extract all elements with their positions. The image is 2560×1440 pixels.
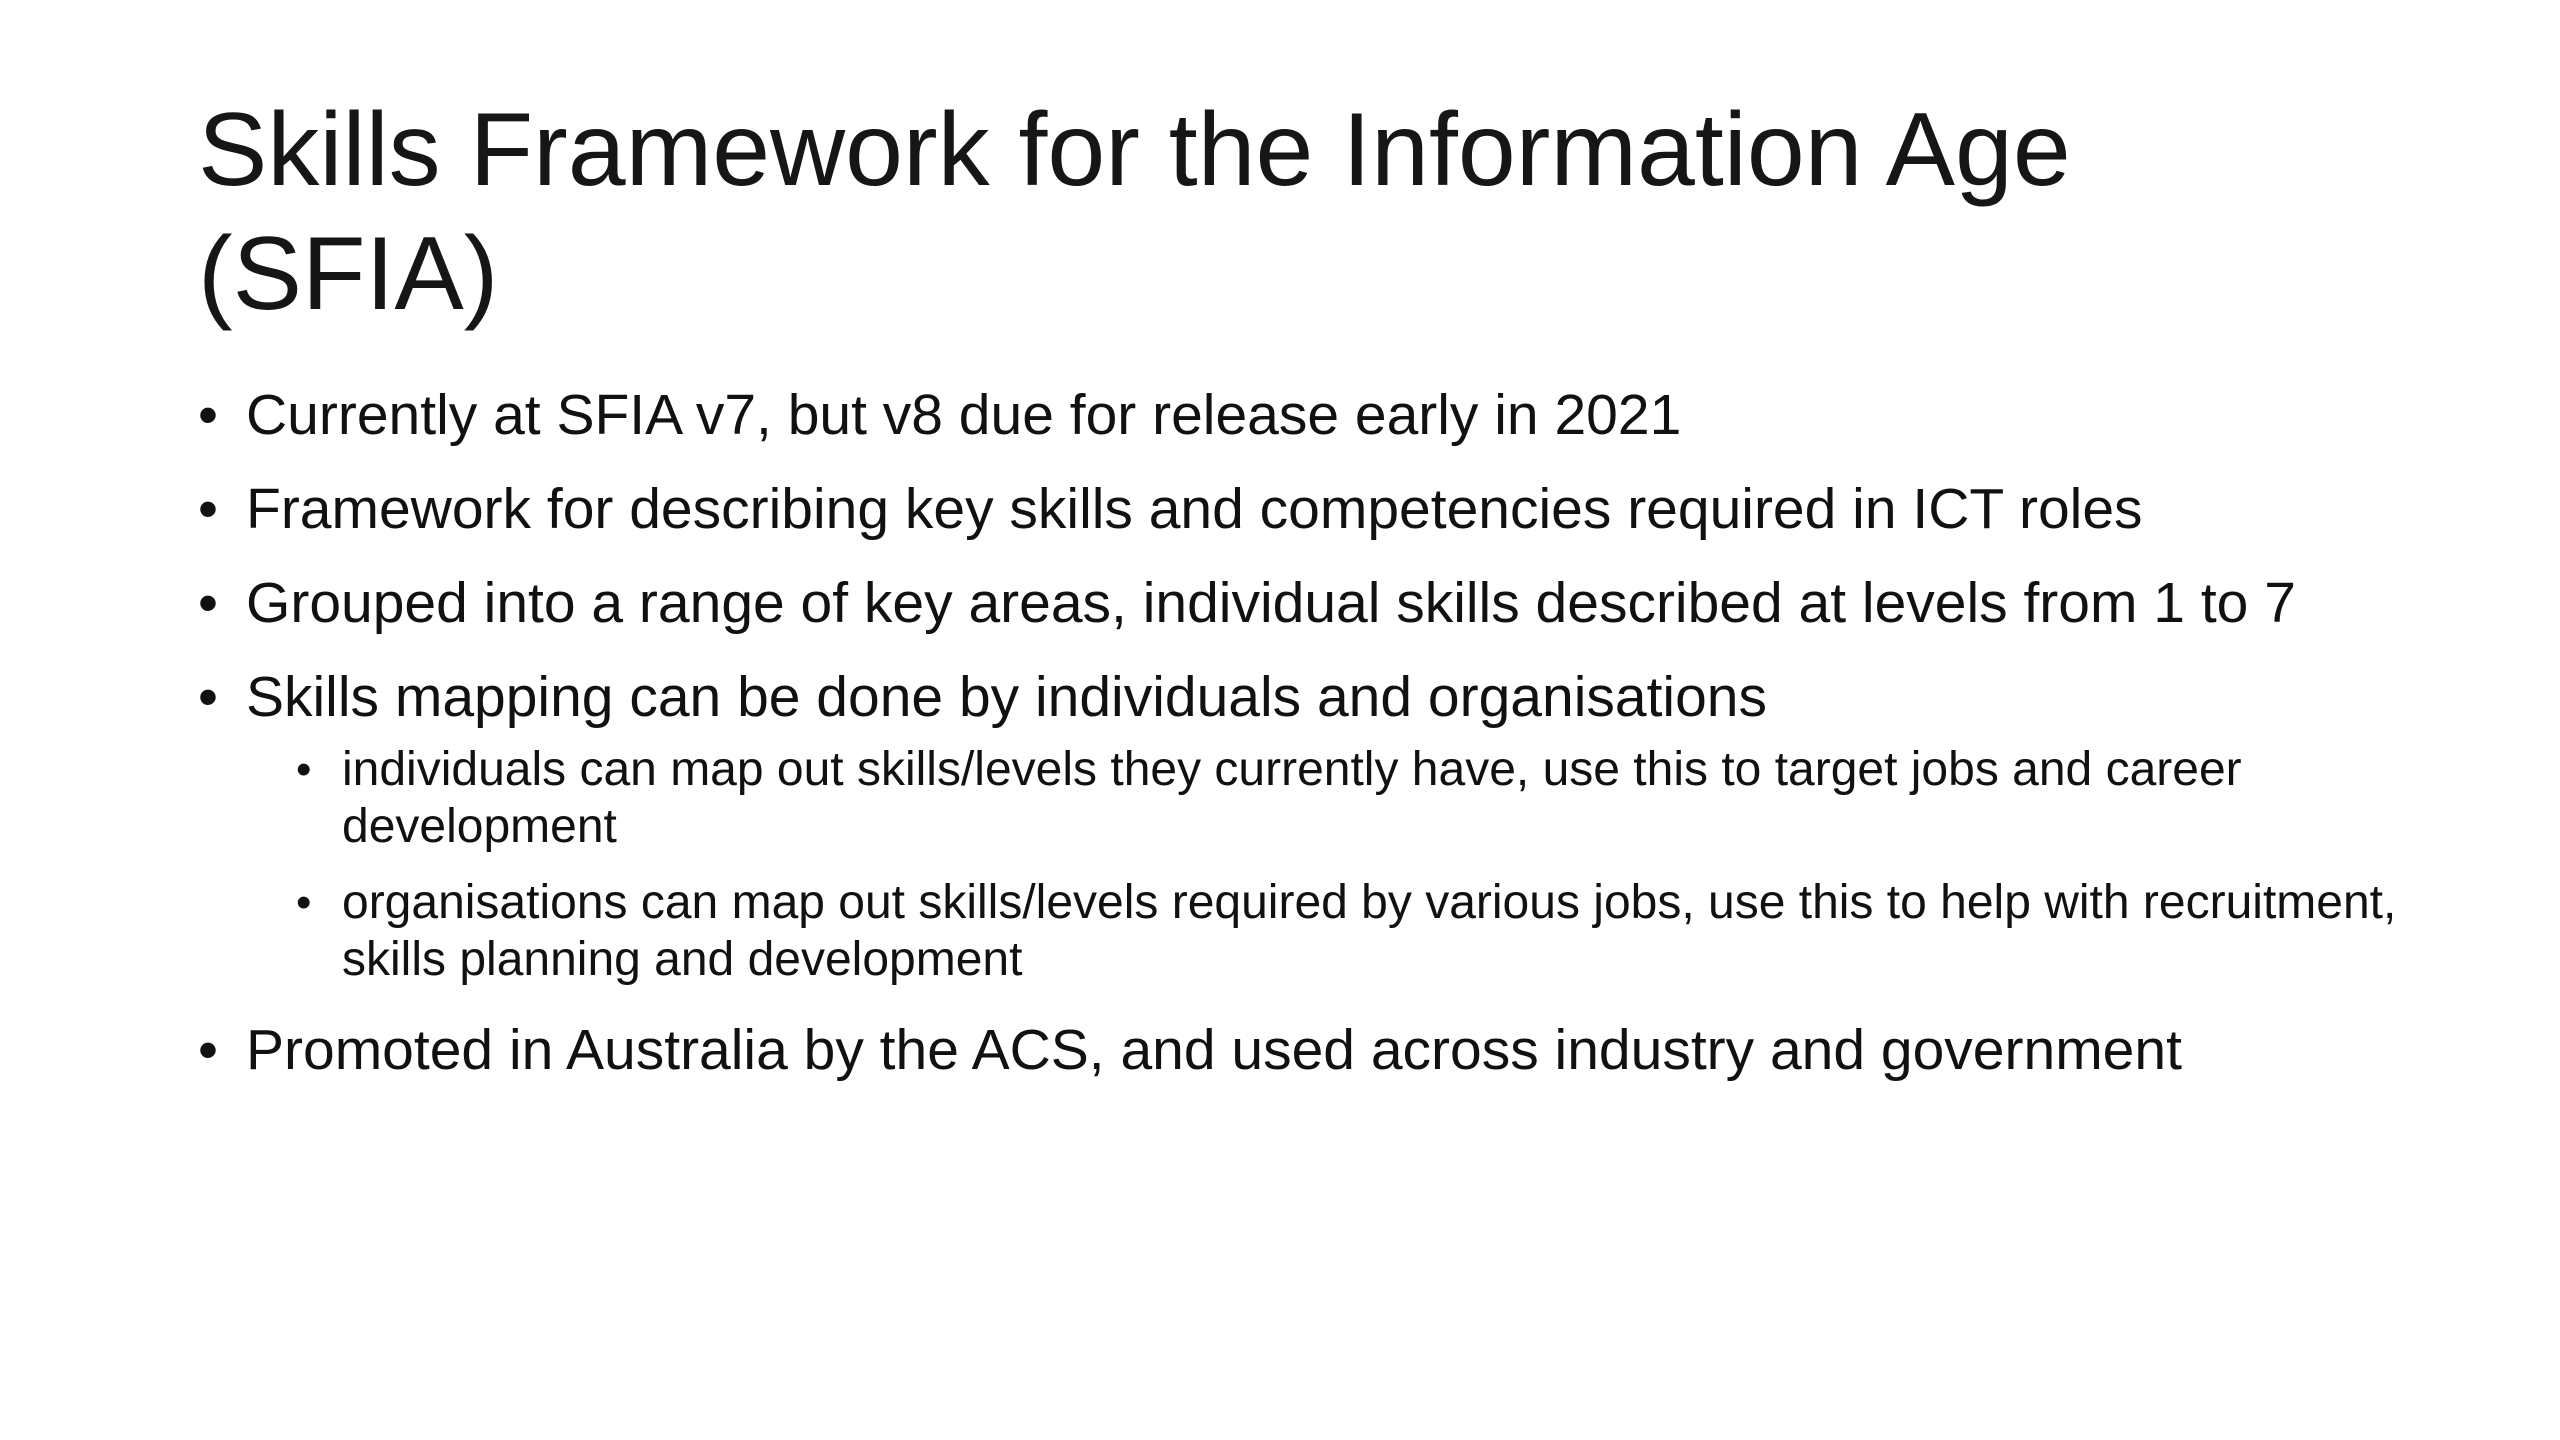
bullet-dot-icon: •	[198, 571, 218, 635]
bullet-text: Grouped into a range of key areas, individual skills described at levels from 1 to 7	[246, 571, 2296, 635]
bullet-text: Currently at SFIA v7, but v8 due for release early in 2021	[246, 383, 1682, 447]
bullet-dot-icon: •	[198, 665, 218, 729]
bullet-item	[198, 477, 2398, 541]
bullet-dot-icon: •	[198, 1018, 218, 1082]
bullet-text: Framework for describing key skills and competencies required in ICT roles	[246, 477, 2143, 541]
bullet-text: Promoted in Australia by the ACS, and used across industry and government	[246, 1018, 2182, 1082]
sub-bullet-text: individuals can map out skills/levels they currently have, use this to target jobs and career development	[342, 743, 2242, 853]
sub-bullet-text: organisations can map out skills/levels required by various jobs, use this to help with recruitment, skills planning and development	[342, 876, 2397, 986]
sub-bullet-list	[246, 741, 2398, 988]
bullet-item	[198, 665, 2398, 988]
bullet-item	[198, 1018, 2398, 1082]
slide-title: Skills Framework for the Information Age (SFIA)	[198, 92, 2071, 332]
sub-bullet-dot-icon: •	[296, 745, 312, 794]
bullet-text: Skills mapping can be done by individuals and organisations	[246, 665, 1767, 729]
bullet-item	[198, 383, 2398, 447]
bullet-item	[198, 571, 2398, 635]
sub-bullet-dot-icon: •	[296, 878, 312, 927]
bullet-dot-icon: •	[198, 477, 218, 541]
sub-bullet-item	[296, 741, 2398, 855]
bullet-list	[198, 383, 2398, 1112]
sub-bullet-item	[296, 874, 2398, 988]
bullet-dot-icon: •	[198, 383, 218, 447]
